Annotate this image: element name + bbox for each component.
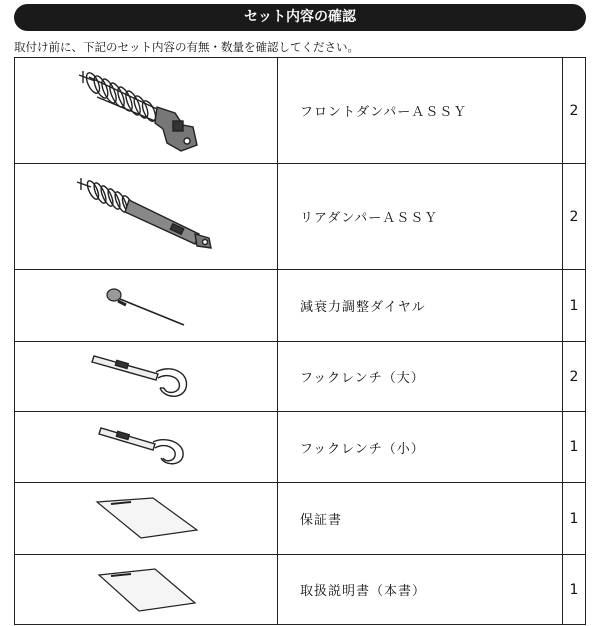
item-name: フックレンチ（小） bbox=[278, 412, 563, 483]
damping-adjust-dial-icon bbox=[96, 281, 196, 331]
table-row bbox=[15, 58, 586, 164]
table-row bbox=[15, 342, 586, 412]
table-row bbox=[15, 412, 586, 483]
item-image-cell bbox=[15, 555, 278, 625]
item-image-cell bbox=[15, 164, 278, 270]
item-quantity: 1 bbox=[563, 555, 586, 625]
table-row bbox=[15, 555, 586, 625]
item-image-cell bbox=[15, 483, 278, 555]
item-quantity: 2 bbox=[563, 164, 586, 270]
hook-wrench-large-icon bbox=[86, 352, 206, 402]
item-image-cell bbox=[15, 342, 278, 412]
item-name: フロントダンパーＡＳＳＹ bbox=[278, 58, 563, 164]
item-image-cell bbox=[15, 58, 278, 164]
item-image-cell bbox=[15, 412, 278, 483]
instruction-manual-icon bbox=[91, 565, 201, 615]
item-quantity: 1 bbox=[563, 412, 586, 483]
warranty-card-icon bbox=[91, 494, 201, 544]
item-quantity: 1 bbox=[563, 270, 586, 342]
item-name: 減衰力調整ダイヤル bbox=[278, 270, 563, 342]
hook-wrench-small-icon bbox=[91, 424, 201, 470]
item-quantity: 2 bbox=[563, 58, 586, 164]
item-quantity: 1 bbox=[563, 483, 586, 555]
instruction-text: 取付け前に、下記のセット内容の有無・数量を確認してください。 bbox=[14, 40, 359, 54]
table-row bbox=[15, 483, 586, 555]
rear-damper-assembly-icon bbox=[71, 172, 221, 262]
item-quantity: 2 bbox=[563, 342, 586, 412]
item-image-cell bbox=[15, 270, 278, 342]
table-row bbox=[15, 270, 586, 342]
item-name: 取扱説明書（本書） bbox=[278, 555, 563, 625]
item-name: リアダンパーＡＳＳＹ bbox=[278, 164, 563, 270]
item-name: 保証書 bbox=[278, 483, 563, 555]
front-damper-assembly-icon bbox=[71, 63, 221, 158]
table-row bbox=[15, 164, 586, 270]
item-name: フックレンチ（大） bbox=[278, 342, 563, 412]
section-title: セット内容の確認 bbox=[14, 4, 586, 31]
contents-table bbox=[14, 57, 586, 625]
